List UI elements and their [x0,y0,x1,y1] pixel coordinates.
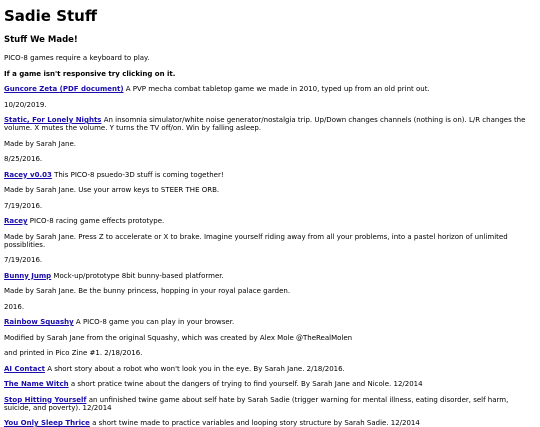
entry-rainbow-squashy [4,318,536,326]
link-the-name-witch[interactable]: The Name Witch [4,380,69,388]
entry-desc: This PICO-8 psuedo-3D stuff is coming together! [51,170,224,179]
entry-ai-contact [4,365,536,373]
entry-racey-v003 [4,171,536,179]
intro-bold [4,70,536,78]
entry-credit: Made by Sarah Jane. Press Z to accelerate or X to brake. Imagine yourself riding away from all your problems, into a pastel horizon of unlimited possiblities. [4,232,508,249]
entry-date: 8/25/2016. [4,155,43,163]
entry-guncore [4,85,536,93]
entry-credit: Modified by Sarah Jane from the original Squashy, which was created by Alex Mole @TheRealMolen [4,333,353,342]
link-racey-v003[interactable]: Racey v0.03 [4,170,52,179]
entry-you-only-sleep-thrice [4,419,536,427]
entry-stop-hitting-yourself [4,396,536,412]
entry-static [4,116,536,132]
entry-racey [4,217,536,225]
entry-desc: PICO-8 racing game effects prototype. [27,217,165,225]
entry-name-witch [4,380,536,388]
entry-date: 7/19/2016. [4,201,43,210]
entry-desc: A short story about a robot who won't look you in the eye. By Sarah Jane. 2/18/2016. [44,364,345,373]
intro-bold-text: If a game isn't responsive try clicking on it. [4,69,176,78]
entry-desc: a short pratice twine about the dangers of trying to find yourself. By Sarah Jane and Nicole. 12/2014 [68,380,423,388]
link-guncore-zeta[interactable]: Guncore Zeta (PDF document) [4,85,124,93]
link-static-for-lonely-nights[interactable]: Static, For Lonely Nights [4,116,102,124]
entry-date: 7/19/2016. [4,256,43,264]
link-ai-contact[interactable]: AI Contact [4,364,45,373]
section-title: Stuff We Made! [4,35,78,45]
entry-credit: Made by Sarah Jane. [4,139,76,148]
site-title: Sadie Stuff [4,7,98,25]
entry-desc: A PICO-8 game you can play in your browser. [73,318,235,326]
entry-credit-continued: and printed in Pico Zine #1. 2/18/2016. [4,349,143,357]
entry-date: 2016. [4,302,25,311]
entry-date: 10/20/2019. [4,100,47,109]
link-stop-hitting-yourself[interactable]: Stop Hitting Yourself [4,395,87,404]
link-you-only-sleep-thrice[interactable]: You Only Sleep Thrice [4,419,90,427]
link-rainbow-squashy[interactable]: Rainbow Squashy [4,318,74,326]
intro-line: PICO-8 games require a keyboard to play. [4,54,150,62]
entry-credit: Made by Sarah Jane. Use your arrow keys to STEER THE ORB. [4,186,220,194]
entry-desc: an unfinished twine game about self hate by Sarah Sadie (trigger warning for mental illness, eating disorder, self harm, suicide, and poverty). 12/2014 [4,395,509,412]
entry-desc: An insomnia simulator/white noise generator/nostalgia trip. Up/Down changes channels (nothing is on). L/R changes the volume. X mutes the volume. Y turns the TV off/on. Win by falling asleep. [4,116,526,132]
entry-desc: Mock-up/prototype 8bit bunny-based platformer. [51,271,224,280]
entry-bunny-jump [4,272,536,280]
link-bunny-jump[interactable]: Bunny Jump [4,271,52,280]
link-racey[interactable]: Racey [4,217,28,225]
entry-desc: A PVP mecha combat tabletop game we made in 2010, typed up from an old print out. [123,85,430,93]
entry-desc: a short twine made to practice variables and looping story structure by Sarah Sadie. 12/2014 [89,419,420,427]
entry-credit: Made by Sarah Jane. Be the bunny princess, hopping in your royal palace garden. [4,287,291,295]
